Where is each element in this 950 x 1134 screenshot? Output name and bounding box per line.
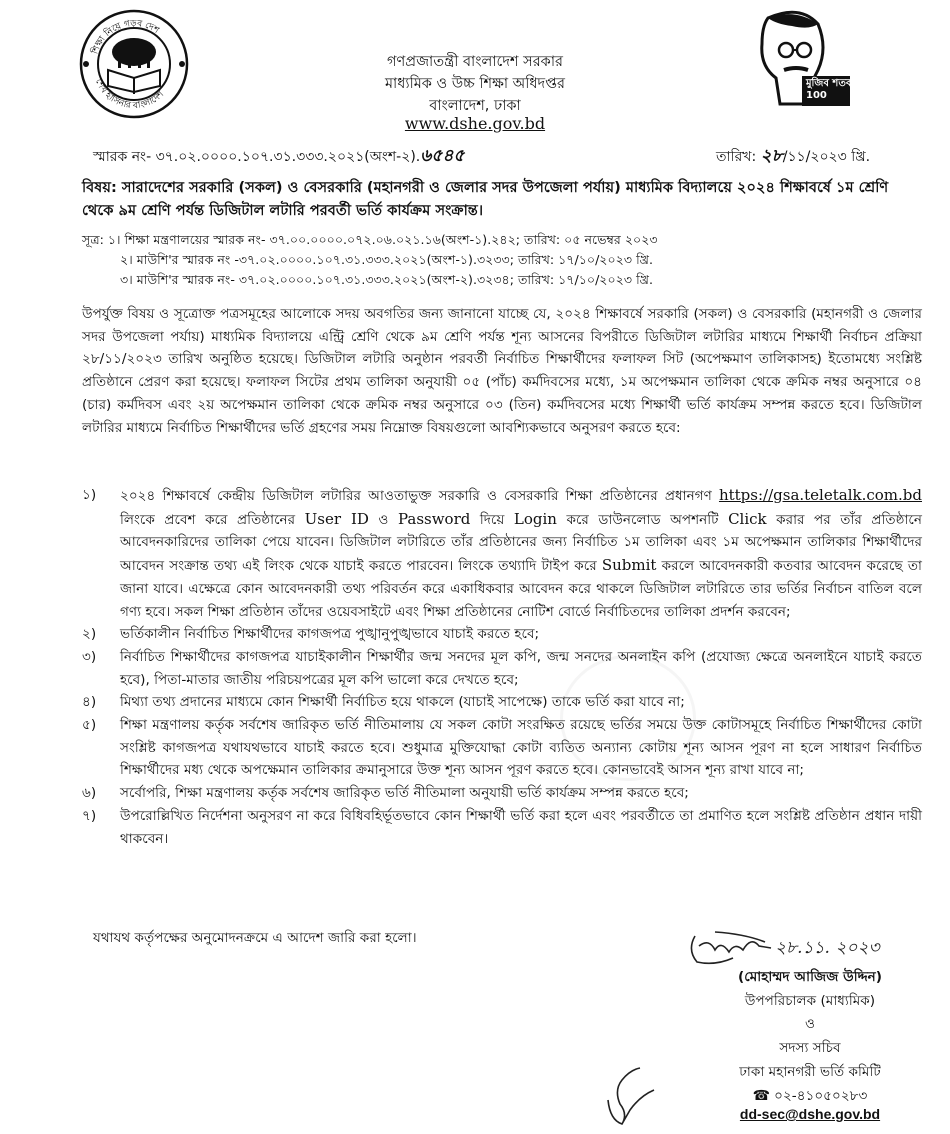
memo-number xyxy=(93,143,464,171)
closing-statement: যথাযথ কর্তৃপক্ষের অনুমোদনক্রমে এ আদেশ জারি করা হলো। xyxy=(93,930,417,946)
date-rest: /১১/২০২৩ খ্রি. xyxy=(782,149,871,165)
committee-name: ঢাকা মহানগরী ভর্তি কমিটি xyxy=(739,1064,881,1080)
date-handwritten-day: ২৮ xyxy=(760,146,783,166)
teletalk-link[interactable]: https://gsa.teletalk.com.bd xyxy=(718,486,922,504)
text-segment: দিয়ে xyxy=(470,511,514,528)
list-item xyxy=(82,623,922,646)
list-item xyxy=(82,646,922,691)
phone-number: ০২-৪১০৫০২৮৩ xyxy=(774,1088,868,1104)
signatory-conjunction: ও xyxy=(804,1016,815,1032)
mujib-100-text: মুজিব শতবর্ষ MUJIB 100 xyxy=(806,78,894,101)
initials-icon xyxy=(600,1060,660,1130)
list-text: ভর্তিকালীন নির্বাচিত শিক্ষার্থীদের কাগজপত্র পুঙ্খানুপুঙ্খভাবে যাচাই করতে হবে; xyxy=(120,626,540,643)
directorate-name: মাধ্যমিক ও উচ্চ শিক্ষা অধিদপ্তর xyxy=(385,76,565,92)
list-text: শিক্ষা মন্ত্রণালয় কর্তৃক সর্বশেষ জারিকৃত ভর্তি নীতিমালায় যে সকল কোটা সংরক্ষিত রয়েছে ভর্তির সময়ে উক্ত কোটাসমূহে নির্বাচিত শিক্ষার্থীদের কোটা সংশ্লিষ্ট কাগজপত্র যথাযথভাবে যাচাই করতে হবে। শুধুমাত্র মুক্তিযোদ্ধা কোটা ব্যতিত অন্যান্য কোটায় শূন্য আসন পূরণ না হলে সাধারণ নির্বাচিত শিক্ষার্থীদের মধ্য থেকে অপক্ষেমান তালিকার ক্রমানুসারে উক্ত শূন্য আসন পূরণ করতে হবে। কোনভাবেই আসন শূন্য রাখা যাবে না; xyxy=(120,717,922,779)
list-number: ২) xyxy=(82,626,97,643)
list-item xyxy=(82,714,922,782)
references xyxy=(82,230,658,290)
signature-scribble xyxy=(685,928,775,968)
subject-line: বিষয়: সারাদেশের সরকারি (সকল) ও বেসরকারি (মহানগরী ও জেলার সদর উপজেলা পর্যায়) মাধ্যমিক বিদ্যালয়ে ২০২৪ শিক্ষাবর্ষে ১ম শ্রেণি থেকে ৯ম শ্রেণি পর্যন্ত ডিজিটাল লটারি পরবর্তী ভর্তি কার্যক্রম সংক্রান্ত। xyxy=(82,179,889,219)
email-link[interactable]: dd-sec@dshe.gov.bd xyxy=(739,1106,881,1122)
signatory-role: সদস্য সচিব xyxy=(779,1040,841,1056)
list-item xyxy=(82,691,922,714)
emblem-bottom-text: শেখ হাসিনার বাংলাদেশ xyxy=(92,77,167,112)
govt-name: গণপ্রজাতন্ত্রী বাংলাদেশ সরকার xyxy=(386,54,563,70)
list-text: মিথ্যা তথ্য প্রদানের মাধ্যমে কোন শিক্ষার্থী নির্বাচিত হয়ে থাকলে (যাচাই সাপেক্ষে) তাকে ভর্তি করা যাবে না; xyxy=(120,694,685,711)
signature-icon xyxy=(685,928,775,968)
list-text: উপরোল্লিখিত নির্দেশনা অনুসরণ না করে বিধিবহির্ভূতভাবে কোন শিক্ষার্থী ভর্তি করা হলে এবং পরবর্তীতে তা প্রমাণিত হলে সংশ্লিষ্ট প্রতিষ্ঠান প্রধান দায়ী থাকবেন। xyxy=(120,807,922,847)
text-segment: করে ডাউনলোড অপশনটি xyxy=(556,511,729,528)
password-term: Password xyxy=(397,509,471,528)
list-number: ১) xyxy=(82,487,97,503)
website-link[interactable]: www.dshe.gov.bd xyxy=(404,114,546,133)
click-term: Click xyxy=(728,509,767,528)
user-id-term: User ID xyxy=(304,509,369,528)
text-segment: ও xyxy=(368,511,398,528)
list-number: ৭) xyxy=(82,807,97,824)
reference-item: ৩। মাউশি'র স্মারক নং- ৩৭.০২.০০০০.১০৭.৩১.৩৩৩.২০২১(অংশ-২).৩২৩৪; তারিখ: ১৭/১০/২০২৩ খ্রি. xyxy=(120,272,654,287)
date-label: তারিখ: xyxy=(716,149,761,165)
body-paragraph: উপর্যুক্ত বিষয় ও সূত্রোক্ত পত্রসমূহের আলোকে সদয় অবগতির জন্য জানানো যাচ্ছে যে, ২০২৪ শিক্ষাবর্ষে সরকারি (সকল) ও বেসরকারি (মহানগরী ও জেলার সদর উপজেলা পর্যায়) মাধ্যমিক বিদ্যালয়ে এন্ট্রি শ্রেণি থেকে ৯ম শ্রেণি পর্যন্ত শূন্য আসনের বিপরীতে ডিজিটাল লটারির মাধ্যমে শিক্ষার্থী নির্বাচন প্রক্রিয়া ২৮/১১/২০২৩ তারিখ অনুষ্ঠিত হয়েছে। ডিজিটাল লটারি অনুষ্ঠান পরবর্তী নির্বাচিত শিক্ষার্থীদের ফলাফল সিট (অপেক্ষমাণ তালিকাসহ) ইতোমধ্যে সংশ্লিষ্ট প্রতিষ্ঠানে প্রেরণ করা হয়েছে। ফলাফল সিটের প্রথম তালিকা অনুযায়ী ০৫ (পাঁচ) কর্মদিবসের মধ্যে, ১ম অপেক্ষমান তালিকা থেকে ক্রমিক নম্বর অনুসারে ০৪ (চার) কর্মদিবস এবং ২য় অপেক্ষমান তালিকা থেকে ক্রমিক নম্বর অনুসারে ০৩ (তিন) কর্মদিবসের মধ্যে শিক্ষার্থী ভর্তি কার্যক্রম সম্পন্ন করতে হবে। ডিজিটাল লটারির মাধ্যমে নির্বাচিত শিক্ষার্থীদের ভর্তি গ্রহণের সময় নিম্নোক্ত বিষয়গুলো আবশ্যিকভাবে অনুসরণ করতে হবে: xyxy=(82,306,922,436)
reference-item: ২। মাউশি'র স্মারক নং -৩৭.০২.০০০০.১০৭.৩১.৩৩৩.২০২১(অংশ-১).৩২৩৩; তারিখ: ১৭/১০/২০২৩ খ্রি. xyxy=(120,252,654,267)
list-number: ৪) xyxy=(82,694,97,711)
memo-handwritten-number: ৬৫৪৫ xyxy=(420,146,465,166)
list-number: ৫) xyxy=(82,717,97,734)
instructions-list xyxy=(82,484,922,850)
list-number: ৬) xyxy=(82,785,97,802)
signatory-name: (মোহাম্মদ আজিজ উদ্দিন) xyxy=(738,969,882,985)
submit-term: Submit xyxy=(601,556,657,575)
list-text: সর্বোপরি, শিক্ষা মন্ত্রণালয় কর্তৃক সর্বশেষ জারিকৃত ভর্তি নীতিমালা অনুযায়ী ভর্তি কার্যক্রম সম্পন্ন করতে হবে; xyxy=(120,785,689,802)
phone-line xyxy=(700,1085,920,1108)
references-label: সূত্র: xyxy=(82,232,108,247)
text-segment: করার পর তাঁর প্রতিষ্ঠানে আবেদনকারিদের তালিকা পেয়ে যাবেন। ডিজিটাল লটারিতে তাঁর প্রতিষ্ঠানের জন্য নির্বাচিত ১ম তালিকা এবং ১ম অপেক্ষমান তালিকার শিক্ষার্থীদের আবেদন সংক্রান্ত তথ্য এই লিংক থেকে যাচাই করতে পারবেন। লিংকে তথ্যাদি টাইপ করে xyxy=(120,511,922,575)
list-text: নির্বাচিত শিক্ষার্থীদের কাগজপত্র যাচাইকালীন শিক্ষার্থীর জন্ম সনদের মূল কপি, জন্ম সনদের অনলাইন কপি (প্রযোজ্য ক্ষেত্রে অনলাইনে যাচাই করতে হবে), পিতা-মাতার জাতীয় পরিচয়পত্রের মূল কপি ভালো করে দেখতে হবে; xyxy=(120,648,922,688)
emblem-graphic xyxy=(78,8,190,120)
emblem-top-text: শিক্ষা নিয়ে গড়ব দেশ xyxy=(90,18,161,56)
text-segment: ২০২৪ শিক্ষাবর্ষে কেন্দ্রীয় ডিজিটাল লটারির আওতাভুক্ত সরকারি ও বেসরকারি শিক্ষা প্রতিষ্ঠানের প্রধানগণ xyxy=(120,488,719,504)
signature-date: ২৮.১১. ২০২৩ xyxy=(775,938,880,958)
location: বাংলাদেশ, ঢাকা xyxy=(429,98,521,114)
memo-date xyxy=(716,143,870,171)
login-term: Login xyxy=(513,509,557,528)
list-item xyxy=(82,484,922,623)
memo-label: স্মারক নং- ৩৭.০২.০০০০.১০৭.৩১.৩৩৩.২০২১(অংশ-২). xyxy=(93,149,421,165)
telephone-icon: ☎ xyxy=(752,1088,771,1104)
list-item xyxy=(82,782,922,805)
list-number: ৩) xyxy=(82,648,97,665)
list-item xyxy=(82,805,922,850)
mujib-100-logo xyxy=(740,8,920,108)
initial-scribble xyxy=(600,1060,660,1130)
text-segment: লিংকে প্রবেশ করে প্রতিষ্ঠানের xyxy=(120,511,305,528)
reference-item: ১। শিক্ষা মন্ত্রণালয়ের স্মারক নং- ৩৭.০০.০০০০.০৭২.০৬.০২১.১৬(অংশ-১).২৪২; তারিখ: ০৫ নভেম্বর ২০২৩ xyxy=(107,232,658,247)
signatory-designation: উপপরিচালক (মাধ্যমিক) xyxy=(744,993,876,1009)
education-emblem-logo xyxy=(78,8,190,120)
text-segment: করলে আবেদনকারী কতবার আবেদন করেছে তা জানা যাবে। এক্ষেত্রে কোন আবেদনকারী তথ্য পরিবর্তন করে একাধিকবার আবেদন করে থাকলে ডিজিটাল লটারিতে তার ভর্তির নির্বাচন বাতিল বলে গণ্য হবে। সকল শিক্ষা প্রতিষ্ঠান তাঁদের ওয়েবসাইটে এবং শিক্ষা প্রতিষ্ঠানের নোটিশ বোর্ডে নির্বাচিতদের তালিকা প্রদর্শন করবেন; xyxy=(120,558,922,620)
list-text xyxy=(120,484,922,623)
